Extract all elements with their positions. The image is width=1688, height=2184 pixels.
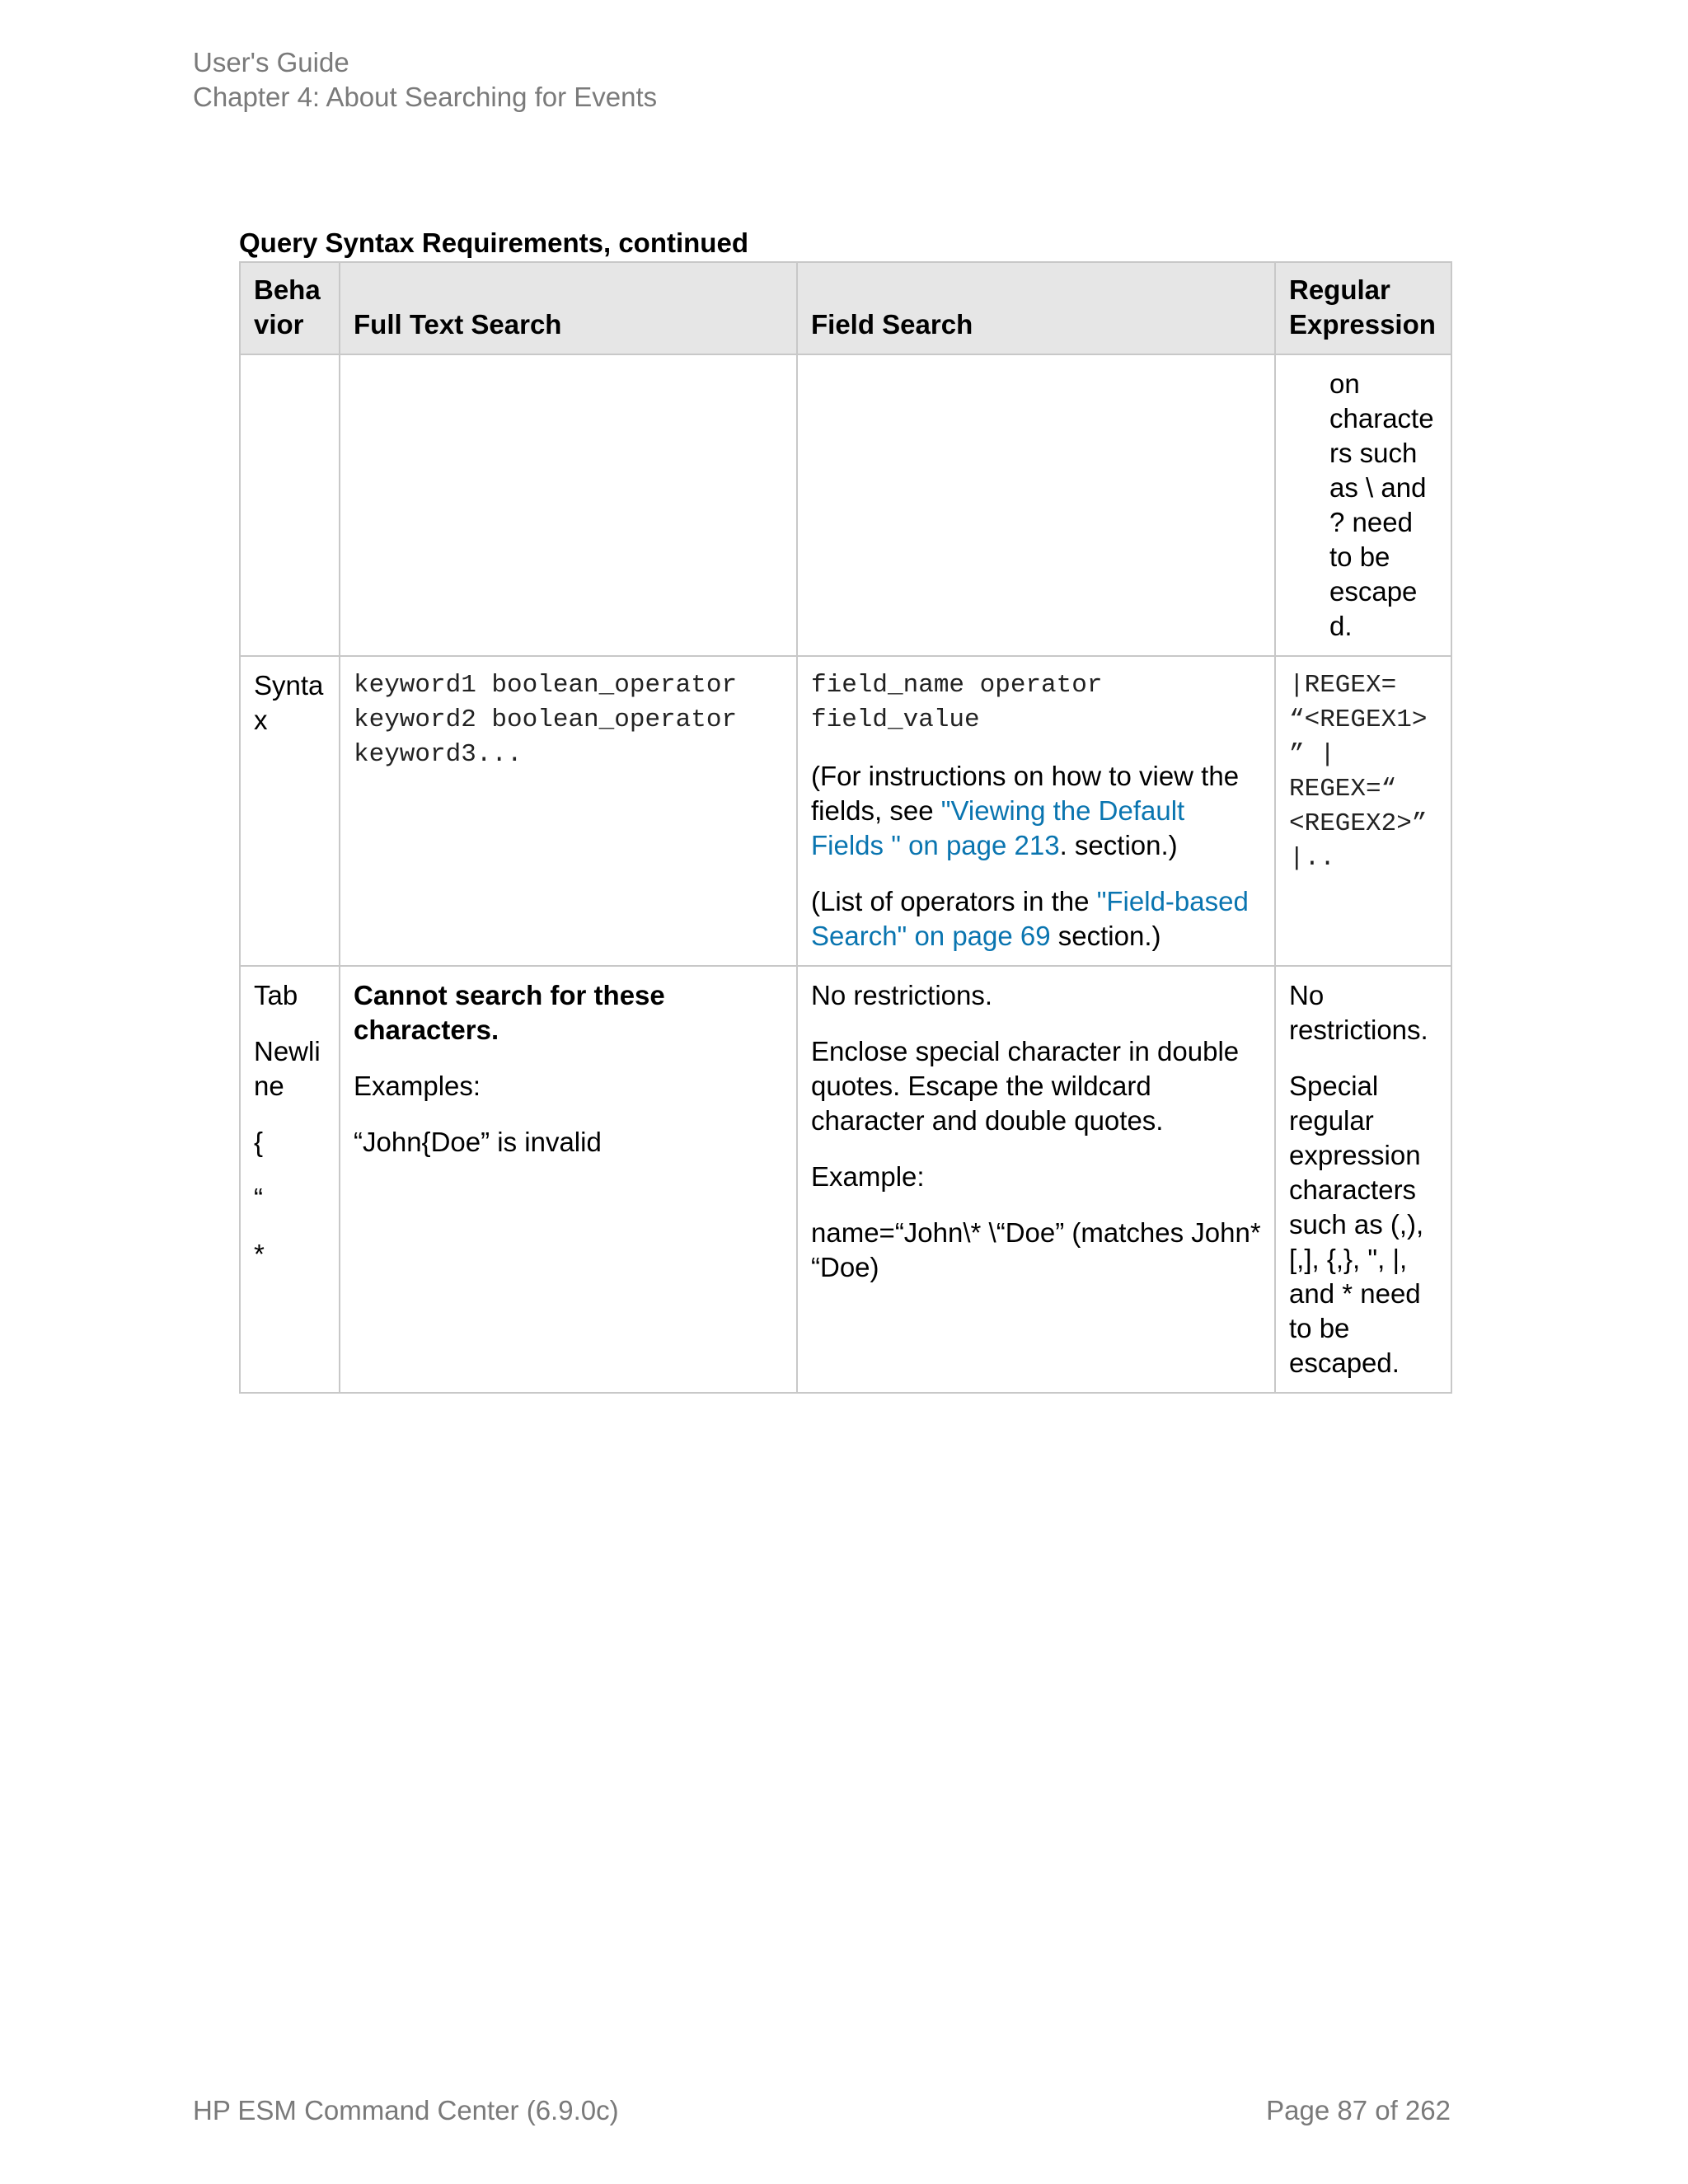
field-paragraph: Enclose special character in double quotes. Escape the wildcard character and double quotes. xyxy=(811,1036,1240,1136)
table-cell-field xyxy=(797,656,1275,966)
field-syntax-code: field_name operator field_value xyxy=(811,671,1103,734)
table-cell-field xyxy=(797,354,1275,656)
table-cell-regex xyxy=(1275,354,1451,656)
table-cell-full-text xyxy=(340,656,797,966)
column-header-behavior: Beha vior xyxy=(240,262,340,354)
field-note-view-fields xyxy=(811,759,1263,863)
running-header-chapter: Chapter 4: About Searching for Events xyxy=(193,82,658,112)
full-text-syntax-code: keyword1 boolean_operator keyword2 boolean_operator keyword3... xyxy=(354,671,738,769)
footer-page-number: Page 87 of 262 xyxy=(1266,2095,1451,2125)
table-header-row xyxy=(240,262,1451,354)
link-field-based-search[interactable]: "Field-based Search" on page 69 xyxy=(811,886,1249,951)
field-paragraph: Example: xyxy=(811,1161,925,1192)
field-note-text: (List of operators in the xyxy=(811,886,1097,916)
field-note-text: section.) xyxy=(1050,921,1161,951)
column-header-full-text-search: Full Text Search xyxy=(340,262,797,354)
table-cell-full-text xyxy=(340,966,797,1393)
footer-product: HP ESM Command Center (6.9.0c) xyxy=(193,2095,619,2125)
table-cell-full-text xyxy=(340,354,797,656)
full-text-examples-label: Examples: xyxy=(354,1071,481,1101)
table-cell-regex xyxy=(1275,656,1451,966)
full-text-example: “John{Doe” is invalid xyxy=(354,1127,602,1157)
table-row xyxy=(240,354,1451,656)
query-syntax-table xyxy=(239,261,1452,1394)
field-paragraph: No restrictions. xyxy=(811,980,993,1010)
regex-continued-text: on characte rs such as \ and ? need to be escape d. xyxy=(1329,368,1434,641)
regex-paragraph: No restrictions. xyxy=(1289,980,1428,1045)
behavior-item: “ xyxy=(254,1183,263,1213)
table-cell-behavior xyxy=(240,966,340,1393)
behavior-item: Tab xyxy=(254,980,298,1010)
table-row xyxy=(240,966,1451,1393)
link-viewing-default-fields[interactable]: "Viewing the Default Fields " on page 213 xyxy=(811,795,1185,860)
behavior-item: * xyxy=(254,1239,265,1269)
running-header-title: User's Guide xyxy=(193,47,349,77)
regex-paragraph: Special regular expression characters such as (,), [,], {,}, ", |, and * need to be escaped. xyxy=(1289,1071,1424,1378)
table-cell-behavior: Synta x xyxy=(240,656,340,966)
field-note-text: . section.) xyxy=(1059,830,1178,860)
table-row xyxy=(240,656,1451,966)
behavior-item: { xyxy=(254,1127,264,1157)
column-header-field-search: Field Search xyxy=(797,262,1275,354)
table-cell-behavior xyxy=(240,354,340,656)
regex-syntax-code: |REGEX= “<REGEX1>” | REGEX=“ <REGEX2>” |.. xyxy=(1289,671,1428,873)
field-paragraph: name=“John\* \“Doe” (matches John* “Doe) xyxy=(811,1217,1261,1282)
field-note-text: (For instructions on how to view the fields, see xyxy=(811,761,1240,826)
column-header-regular-expression: Regular Expression xyxy=(1275,262,1451,354)
table-cell-field xyxy=(797,966,1275,1393)
full-text-restriction: Cannot search for these characters. xyxy=(354,980,665,1045)
table-caption: Query Syntax Requirements, continued xyxy=(239,227,748,258)
behavior-item: Newli ne xyxy=(254,1036,321,1101)
table-cell-regex xyxy=(1275,966,1451,1393)
field-note-operators xyxy=(811,884,1263,954)
